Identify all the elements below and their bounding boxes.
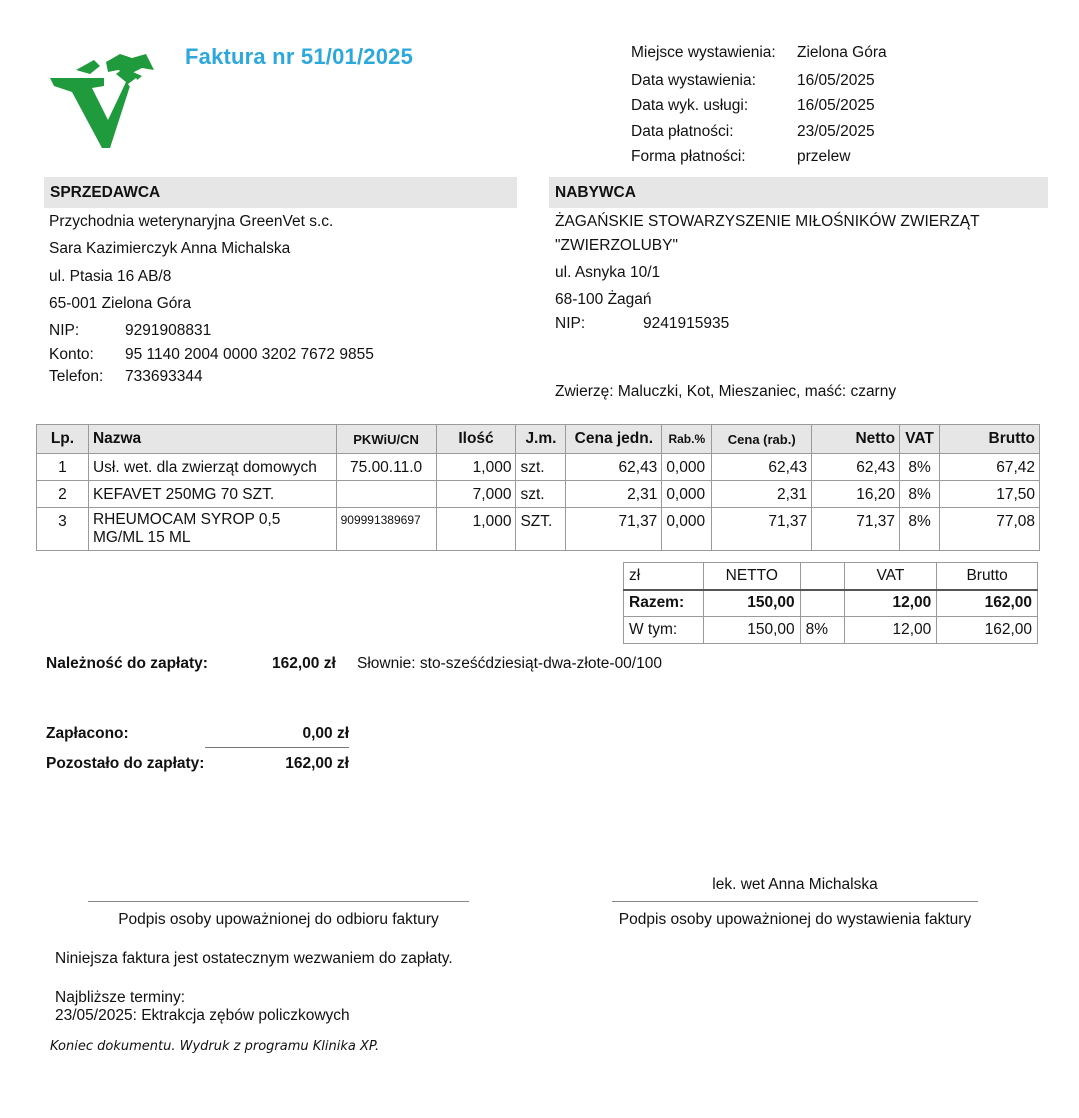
seller-account bbox=[49, 346, 449, 366]
cell-discount: 0,000 bbox=[662, 508, 712, 551]
totals-breakdown-gross: 162,00 bbox=[937, 617, 1038, 644]
col-gross: Brutto bbox=[940, 425, 1040, 454]
cell-price-disc: 71,37 bbox=[712, 508, 812, 551]
cell-net: 62,43 bbox=[812, 454, 900, 481]
col-discount: Rab.% bbox=[662, 425, 712, 454]
col-unit: J.m. bbox=[516, 425, 566, 454]
cell-name: Usł. wet. dla zwierząt domowych bbox=[88, 454, 336, 481]
table-row bbox=[37, 508, 1040, 551]
amount-due-label: Należność do zapłaty: bbox=[46, 655, 208, 672]
buyer-city: 68-100 Żagań bbox=[555, 291, 652, 308]
cell-net: 16,20 bbox=[812, 481, 900, 508]
cell-vat: 8% bbox=[900, 508, 940, 551]
seller-phone-label: Telefon: bbox=[49, 368, 104, 385]
totals-currency: zł bbox=[624, 563, 704, 590]
cell-gross: 17,50 bbox=[940, 481, 1040, 508]
seller-phone-value: 733693344 bbox=[125, 368, 203, 385]
seller-account-label: Konto: bbox=[49, 346, 94, 363]
seller-heading: SPRZEDAWCA bbox=[44, 177, 517, 208]
col-net: Netto bbox=[812, 425, 900, 454]
meta-value: 23/05/2025 bbox=[797, 122, 875, 140]
cell-qty: 7,000 bbox=[436, 481, 516, 508]
upcoming-item: 23/05/2025: Ektrakcja zębów policzkowych bbox=[55, 1007, 350, 1024]
remaining-label: Pozostało do zapłaty: bbox=[46, 755, 205, 772]
cell-qty: 1,000 bbox=[436, 454, 516, 481]
cell-name: RHEUMOCAM SYROP 0,5 MG/ML 15 ML bbox=[88, 508, 336, 551]
meta-value: przelew bbox=[797, 148, 851, 165]
final-notice: Niniejsza faktura jest ostatecznym wezwaniem do zapłaty. bbox=[55, 950, 453, 967]
remaining-value: 162,00 zł bbox=[285, 755, 349, 772]
totals-sum-rate bbox=[800, 590, 844, 617]
totals-col-vat: VAT bbox=[844, 563, 937, 590]
totals-breakdown-label: W tym: bbox=[624, 617, 704, 644]
cell-qty: 1,000 bbox=[436, 508, 516, 551]
issuer-name: lek. wet Anna Michalska bbox=[712, 876, 878, 893]
cell-lp: 1 bbox=[37, 454, 89, 481]
totals-sum-net: 150,00 bbox=[703, 590, 800, 617]
buyer-animal: Zwierzę: Maluczki, Kot, Mieszaniec, maść: czarny bbox=[555, 383, 897, 400]
cell-pkwiu: 909991389697 bbox=[336, 508, 436, 551]
cell-price-disc: 62,43 bbox=[712, 454, 812, 481]
meta-label: Forma płatności: bbox=[631, 148, 746, 165]
upcoming-label: Najbliższe terminy: bbox=[55, 989, 186, 1006]
cell-unit: szt. bbox=[516, 481, 566, 508]
cell-lp: 3 bbox=[37, 508, 89, 551]
paid-divider bbox=[205, 747, 349, 748]
receiver-signature-label: Podpis osoby upoważnionej do odbioru faktury bbox=[118, 911, 439, 928]
cell-unit-price: 62,43 bbox=[566, 454, 662, 481]
items-header-row bbox=[37, 425, 1040, 454]
seller-city: 65-001 Zielona Góra bbox=[49, 295, 192, 312]
meta-value: 16/05/2025 bbox=[797, 97, 875, 114]
buyer-nip bbox=[555, 315, 955, 335]
seller-owners: Sara Kazimierczyk Anna Michalska bbox=[49, 240, 291, 257]
col-pkwiu: PKWiU/CN bbox=[336, 425, 436, 454]
document-footer: Koniec dokumentu. Wydruk z programu Klinika XP. bbox=[50, 1039, 380, 1054]
seller-nip-value: 9291908831 bbox=[125, 322, 212, 339]
cell-gross: 77,08 bbox=[940, 508, 1040, 551]
totals-sum-vat: 12,00 bbox=[844, 590, 937, 617]
cell-vat: 8% bbox=[900, 454, 940, 481]
buyer-name-line2: "ZWIERZOLUBY" bbox=[555, 237, 678, 254]
seller-phone bbox=[49, 368, 449, 388]
totals-sum-row bbox=[624, 590, 1038, 617]
items-table bbox=[36, 424, 1040, 551]
totals-col-rate bbox=[800, 563, 844, 590]
cell-gross: 67,42 bbox=[940, 454, 1040, 481]
greenvet-logo-icon bbox=[46, 48, 158, 154]
seller-nip bbox=[49, 322, 449, 342]
table-row bbox=[37, 454, 1040, 481]
meta-label: Data wystawienia: bbox=[631, 71, 756, 89]
meta-label: Data płatności: bbox=[631, 122, 734, 140]
meta-value: 16/05/2025 bbox=[797, 71, 875, 89]
col-price-disc: Cena (rab.) bbox=[712, 425, 812, 454]
meta-label: Miejsce wystawienia: bbox=[631, 44, 776, 61]
cell-unit: SZT. bbox=[516, 508, 566, 551]
totals-breakdown-net: 150,00 bbox=[703, 617, 800, 644]
cell-discount: 0,000 bbox=[662, 481, 712, 508]
paid-value: 0,00 zł bbox=[302, 725, 349, 742]
cell-discount: 0,000 bbox=[662, 454, 712, 481]
buyer-heading: NABYWCA bbox=[549, 177, 1048, 208]
cell-name: KEFAVET 250MG 70 SZT. bbox=[88, 481, 336, 508]
cell-pkwiu: 75.00.11.0 bbox=[336, 454, 436, 481]
totals-breakdown-rate: 8% bbox=[800, 617, 844, 644]
cell-unit: szt. bbox=[516, 454, 566, 481]
seller-street: ul. Ptasia 16 AB/8 bbox=[49, 268, 172, 285]
totals-breakdown-row bbox=[624, 617, 1038, 644]
totals-breakdown-vat: 12,00 bbox=[844, 617, 937, 644]
col-name: Nazwa bbox=[88, 425, 336, 454]
cell-lp: 2 bbox=[37, 481, 89, 508]
cell-unit-price: 2,31 bbox=[566, 481, 662, 508]
cell-unit-price: 71,37 bbox=[566, 508, 662, 551]
amount-in-words: Słownie: sto-sześćdziesiąt-dwa-złote-00/100 bbox=[357, 655, 662, 672]
buyer-street: ul. Asnyka 10/1 bbox=[555, 264, 661, 281]
invoice-title: Faktura nr 51/01/2025 bbox=[185, 44, 414, 69]
col-qty: Ilość bbox=[436, 425, 516, 454]
totals-col-net: NETTO bbox=[703, 563, 800, 590]
amount-due-value: 162,00 zł bbox=[272, 655, 336, 672]
cell-vat: 8% bbox=[900, 481, 940, 508]
totals-sum-gross: 162,00 bbox=[937, 590, 1038, 617]
meta-value: Zielona Góra bbox=[797, 44, 887, 61]
buyer-name-line1: ŻAGAŃSKIE STOWARZYSZENIE MIŁOŚNIKÓW ZWIERZĄT bbox=[555, 213, 980, 230]
cell-pkwiu bbox=[336, 481, 436, 508]
totals-sum-label: Razem: bbox=[624, 590, 704, 617]
totals-header-row bbox=[624, 563, 1038, 590]
col-lp: Lp. bbox=[37, 425, 89, 454]
receiver-signature-line bbox=[88, 901, 469, 902]
totals-table bbox=[623, 562, 1038, 644]
seller-name: Przychodnia weterynaryjna GreenVet s.c. bbox=[49, 213, 334, 230]
table-row bbox=[37, 481, 1040, 508]
buyer-nip-value: 9241915935 bbox=[643, 315, 730, 332]
col-vat: VAT bbox=[900, 425, 940, 454]
cell-net: 71,37 bbox=[812, 508, 900, 551]
totals-col-gross: Brutto bbox=[937, 563, 1038, 590]
seller-account-value: 95 1140 2004 0000 3202 7672 9855 bbox=[125, 346, 374, 363]
col-unit-price: Cena jedn. bbox=[566, 425, 662, 454]
issuer-signature-label: Podpis osoby upoważnionej do wystawienia faktury bbox=[618, 911, 972, 928]
buyer-nip-label: NIP: bbox=[555, 315, 586, 332]
seller-nip-label: NIP: bbox=[49, 322, 80, 339]
cell-price-disc: 2,31 bbox=[712, 481, 812, 508]
paid-label: Zapłacono: bbox=[46, 725, 129, 742]
issuer-signature-line bbox=[612, 901, 978, 902]
meta-label: Data wyk. usługi: bbox=[631, 97, 749, 114]
